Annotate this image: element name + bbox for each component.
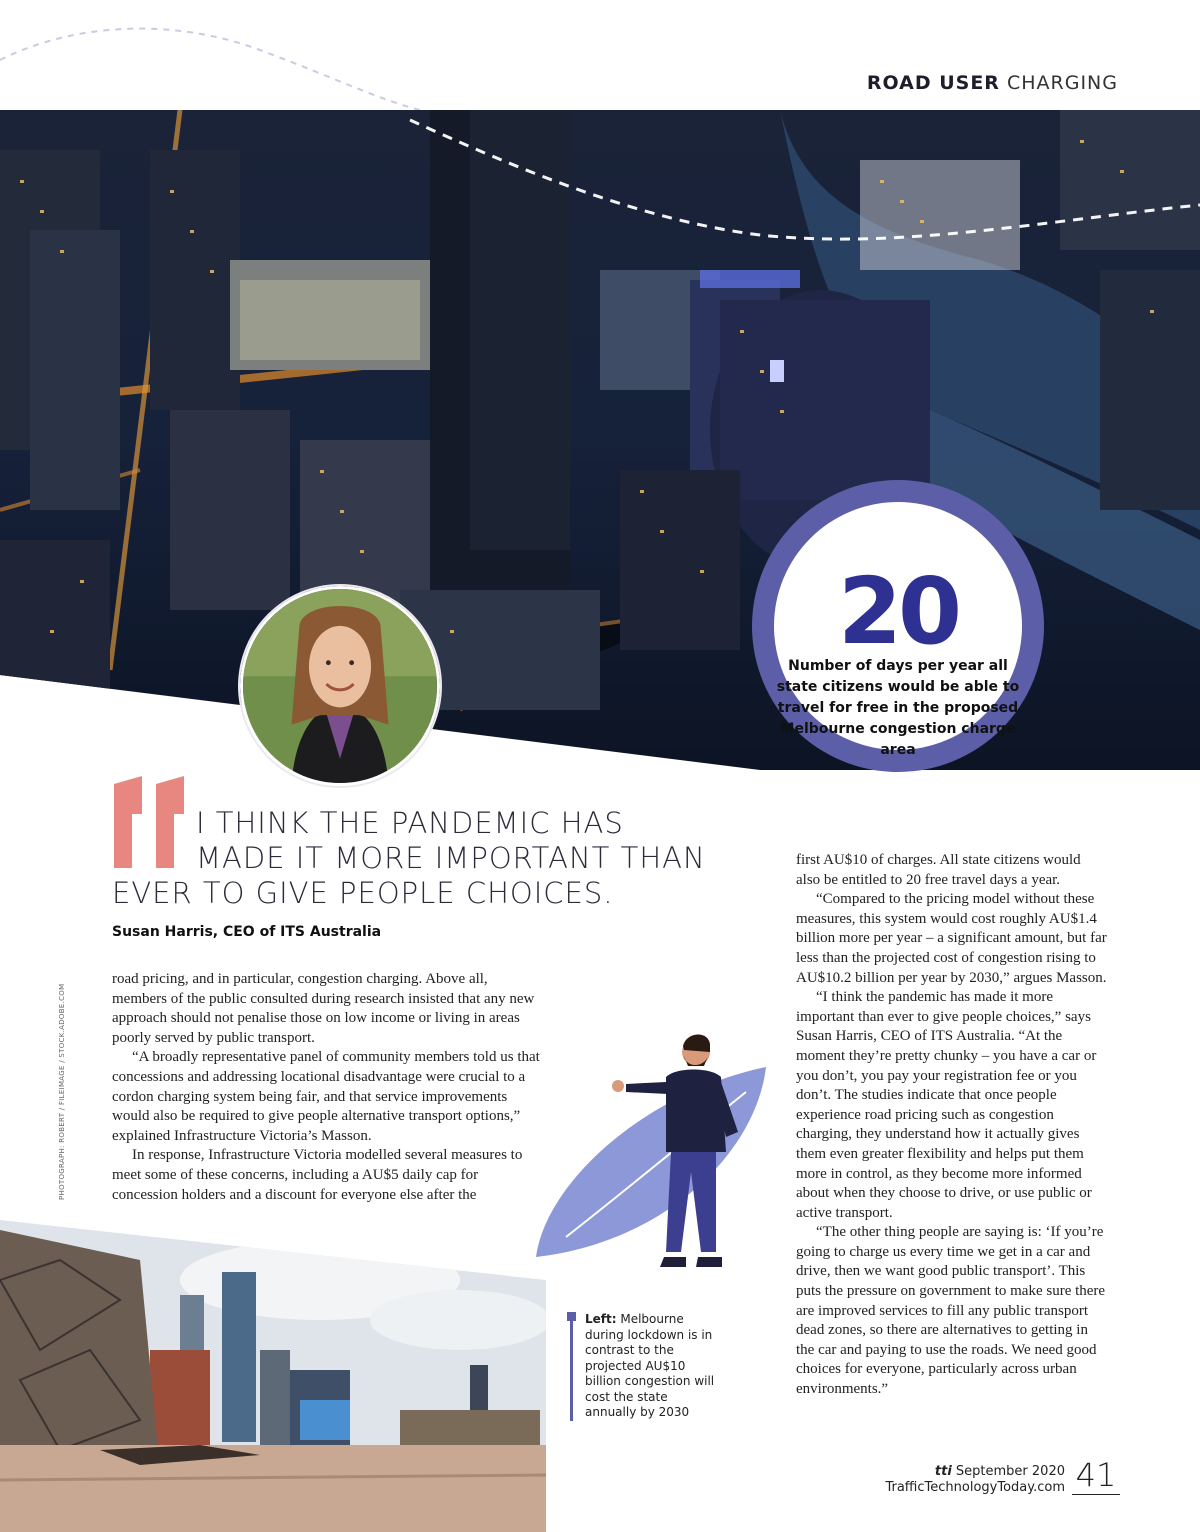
man-with-leaf-illustration [526, 1022, 776, 1272]
pull-quote-line-2: MADE IT MORE IMPORTANT THAN [196, 841, 706, 875]
pull-quote [112, 806, 792, 911]
federation-square-photo [0, 1220, 546, 1532]
body-paragraph: “The other thing people are saying is: ‘If you’re going to charge us every time we get in a car and drive, then we want good public transport’. This puts the pressure on government to make sure there are improved services to fill any public transport dead zones, so there are alternatives to getting in the car and paying to use the roads. We need good choices for everyone, particularly across urban environments.” [796, 1224, 1106, 1398]
body-paragraph: “Compared to the pricing model without these measures, this system would cost roughly AU$1.4 billion more per year – a significant amount, but far less than the projected cost of congestion rising to AU$10.2 billion per year by 2030,” argues Masson. [796, 891, 1107, 986]
stat-number: 20 [837, 558, 959, 665]
portrait-photo [240, 586, 440, 786]
body-paragraph: “I think the pandemic has made it more important than ever to give people choices,” says Susan Harris, CEO of ITS Australia. “At the moment they’re pretty chunky – you have a car or you don’t, you pay your registration fee or you don’t. The studies indicate that once people experience road pricing such as congestion charging, they understand how it actually gives them even greater flexibility and helps put them more in control, as they become more informed about when they choose to drive, or use public or active transport. [796, 989, 1097, 1221]
quote-attribution: Susan Harris, CEO of ITS Australia [112, 924, 382, 940]
body-column-right [796, 851, 1108, 1400]
body-paragraph: first AU$10 of charges. All state citizens would also be entitled to 20 free travel days a year. [796, 852, 1081, 888]
section-header [867, 72, 1118, 94]
caption-label: Left: [585, 1312, 617, 1326]
body-paragraph: In response, Infrastructure Victoria modelled several measures to meet some of these concerns, including a AU$5 daily cap for concession holders and a discount for everyone else after the [112, 1147, 523, 1203]
body-column-left [112, 970, 544, 1205]
section-title-bold: ROAD USER [866, 72, 1000, 94]
pull-quote-line-1: I THINK THE PANDEMIC HAS [196, 806, 624, 840]
body-paragraph: “A broadly representative panel of community members told us that concessions and addressing locational disadvantage were crucial to a cordon charging system being fair, and that service improvements would also be required to give people alternative transport options,” explained Infrastructure Victoria’s Masson. [112, 1049, 540, 1144]
caption-marker [567, 1312, 576, 1321]
stat-caption: Number of days per year all state citizens would be able to travel for free in the proposed Melbourne congestion charge area [776, 658, 1020, 758]
decorative-dashed-line [0, 0, 420, 110]
page-number: 41 [1072, 1456, 1120, 1495]
section-title-light: CHARGING [999, 72, 1118, 94]
body-paragraph: road pricing, and in particular, congestion charging. Above all, members of the public consulted during research insisted that any new approach should not penalise those on low income or living in areas poorly served by public transport. [112, 971, 535, 1046]
pull-quote-line-3: EVER TO GIVE PEOPLE CHOICES. [112, 876, 614, 910]
footer-website: TrafficTechnologyToday.com [885, 1480, 1065, 1495]
caption-text: Melbourne during lockdown is in contrast to the projected AU$10 billion congestion will cost the state annually by 2030 [585, 1312, 715, 1419]
photo-caption [570, 1312, 720, 1421]
footer-brand: tti [934, 1464, 952, 1479]
photo-credit: PHOTOGRAPH: ROBERT / FILEIMAGE / STOCK.ADOBE.COM [58, 983, 66, 1200]
footer-issue: September 2020 [951, 1464, 1065, 1479]
footer-magazine-info [860, 1464, 1065, 1496]
